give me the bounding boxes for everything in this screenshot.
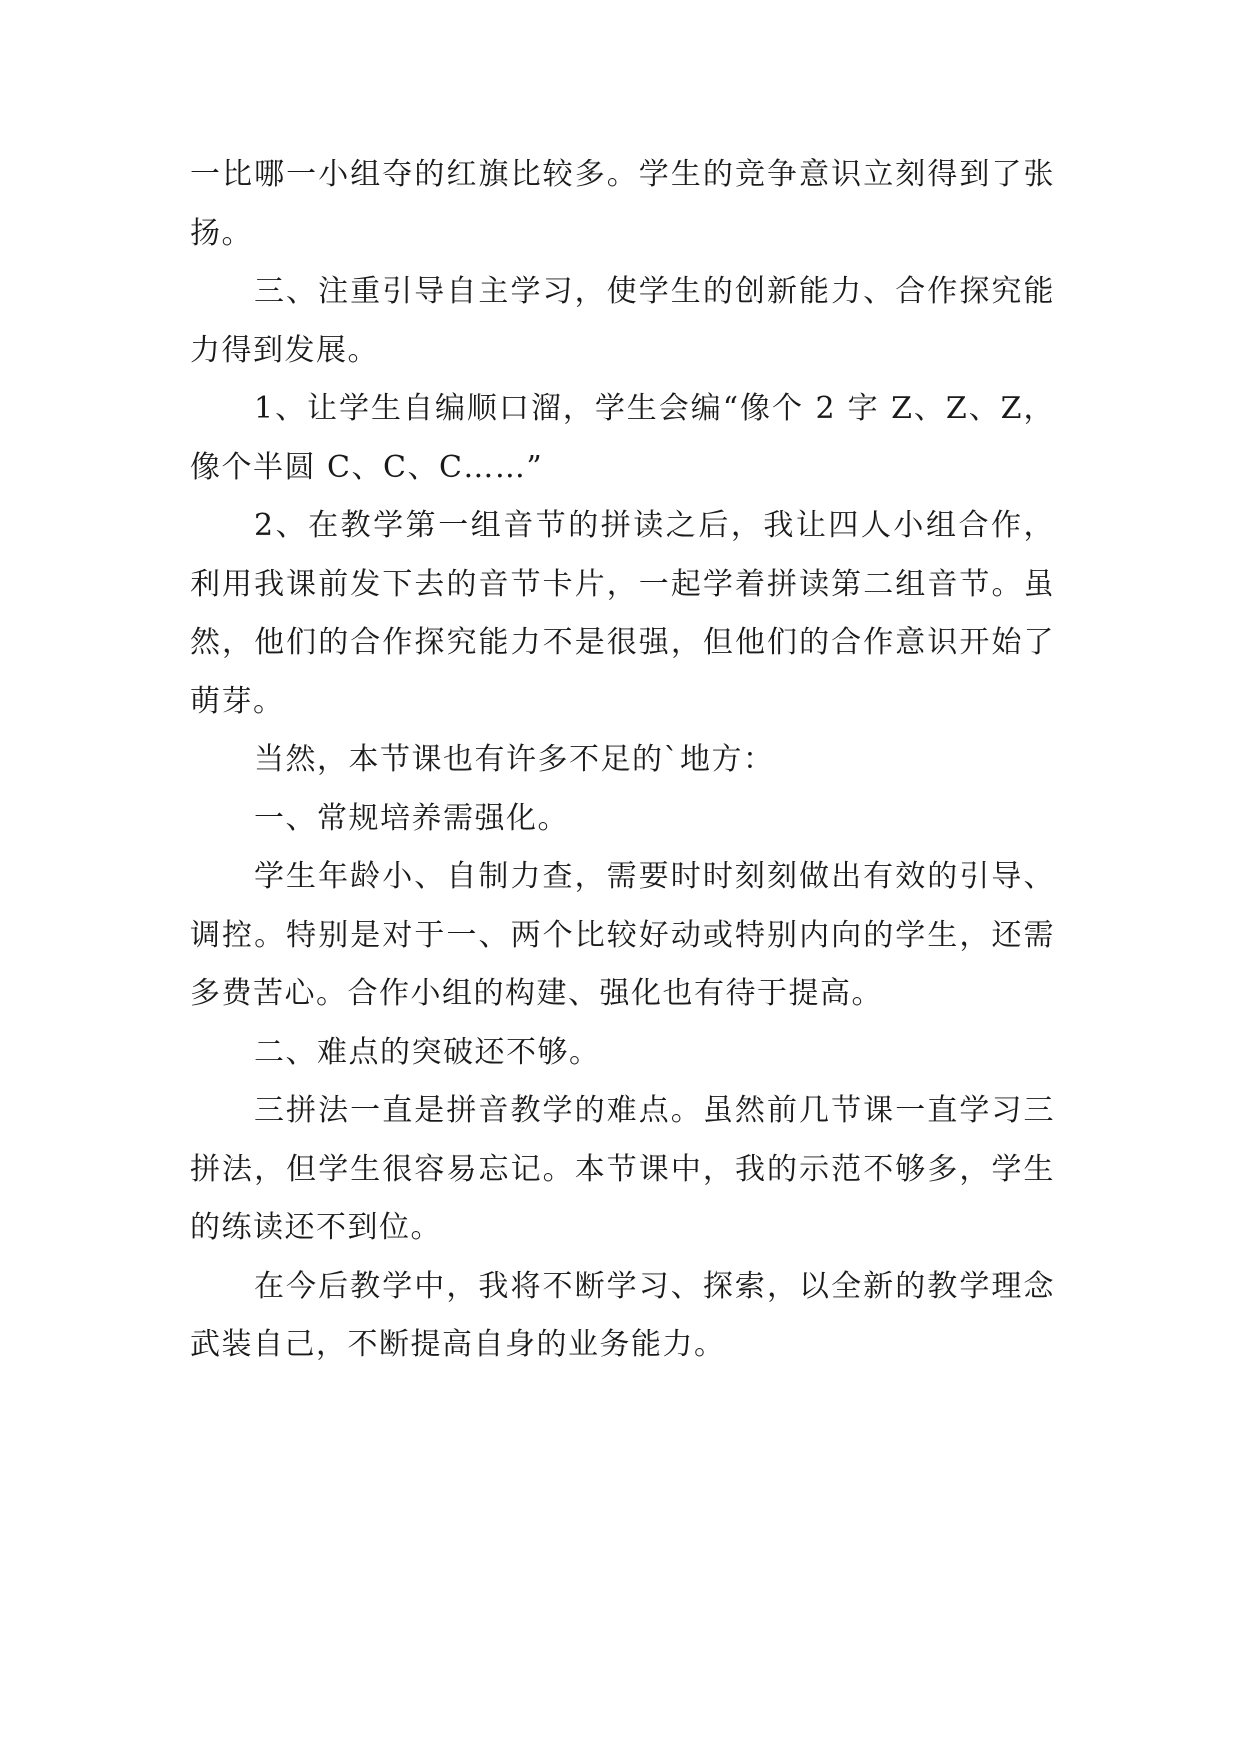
paragraph: 一比哪一小组夺的红旗比较多。学生的竞争意识立刻得到了张扬。	[190, 157, 1055, 251]
paragraph: 当然，本节课也有许多不足的`地方：	[254, 742, 775, 777]
paragraph: 三、注重引导自主学习，使学生的创新能力、合作探究能力得到发展。	[190, 274, 1055, 368]
paragraph: 三拼法一直是拼音教学的难点。虽然前几节课一直学习三拼法，但学生很容易忘记。本节课中，我的示范不够多，学生的练读还不到位。	[190, 1093, 1055, 1245]
paragraph: 在今后教学中，我将不断学习、探索，以全新的教学理念武装自己，不断提高自身的业务能力。	[190, 1268, 1055, 1362]
paragraph: 1、让学生自编顺口溜，学生会编“像个 2 字 Z、Z、Z，像个半圆 C、C、C……”	[190, 391, 1055, 485]
paragraph: 二、难点的突破还不够。	[254, 1034, 601, 1070]
paragraph: 学生年龄小、自制力查，需要时时刻刻做出有效的引导、调控。特别是对于一、两个比较好动或特别内向的学生，还需多费苦心。合作小组的构建、强化也有待于提高。	[190, 859, 1055, 1011]
paragraph: 2、在教学第一组音节的拼读之后，我让四人小组合作，利用我课前发下去的音节卡片，一起学着拼读第二组音节。虽然，他们的合作探究能力不是很强，但他们的合作意识开始了萌芽。	[190, 508, 1055, 719]
paragraph: 一、常规培养需强化。	[254, 800, 569, 836]
document-body	[190, 146, 1055, 1375]
